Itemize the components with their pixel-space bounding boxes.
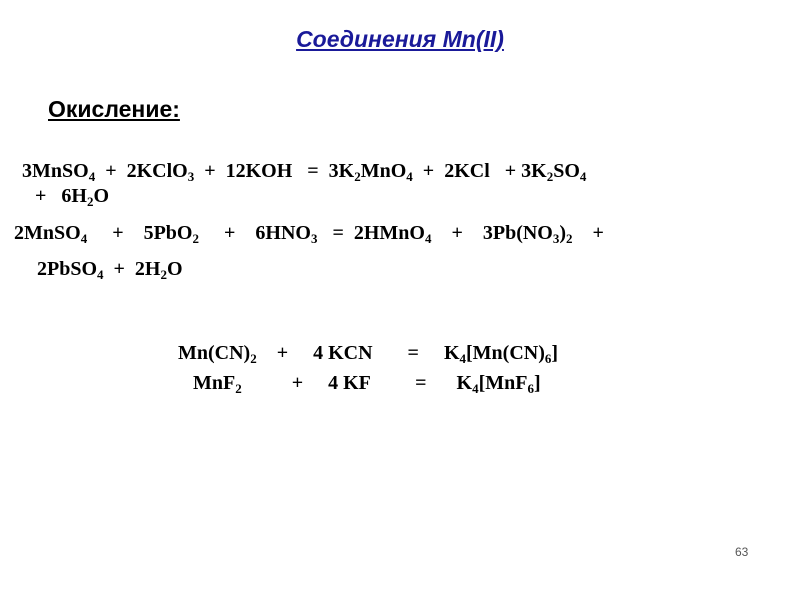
page-number: 63 [735, 545, 749, 559]
equation-2-line-2: 2PbSO$_4$ + $2H_2O$ [37, 258, 183, 282]
section-heading: Окисление: [48, 96, 180, 122]
slide-title: Соединения Mn(II) [296, 26, 504, 52]
complex-equation-1: $Mn(CN)_2$ + 4 KCN = $K_4[Mn(CN)_6]$ [178, 342, 559, 366]
complex-equation-2: MnF$_2$ + 4 KF = $K_4[MnF_6]$ [193, 372, 541, 396]
equation-1-line-2: + $6H_2O$ [35, 185, 110, 209]
equation-2-line-1: 2MnSO$_4$ + 5PbO$_2$ + $6HNO_3$ = 2HMnO$_4$ + $3Pb(NO_3)_2$ + [14, 222, 604, 246]
equation-1-line-1: 3MnSO$_4$ + 2KClO$_3$ + $12KOH = 3K_2MnO_4 + 2KCl + 3K_2SO_4$ [22, 160, 587, 184]
